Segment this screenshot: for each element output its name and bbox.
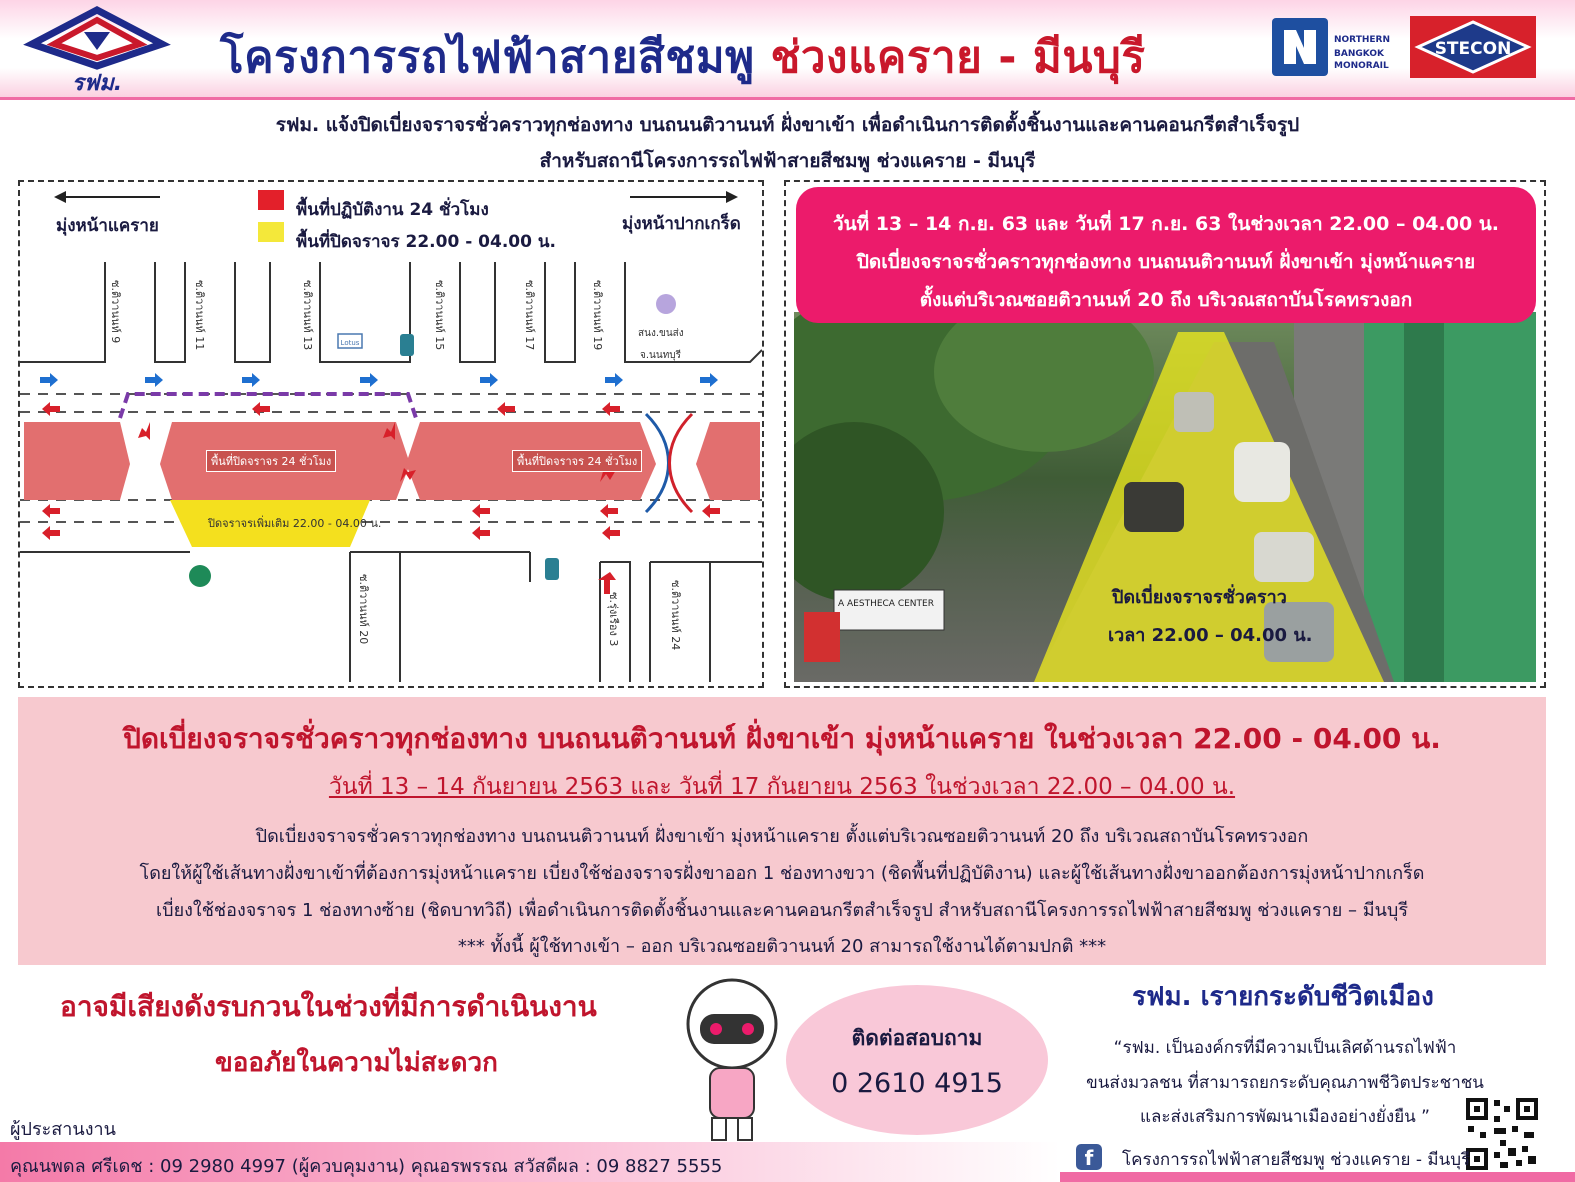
svg-text:Lotus: Lotus (340, 339, 360, 347)
slogan-line: และส่งเสริมการพัฒนาเมืองอย่างยั่งยืน ” (1139, 1107, 1430, 1127)
photo-caption-closure: ปิดเบี่ยงจราจรชั่วคราว (1112, 587, 1287, 608)
direction-label-pak-kret: มุ่งหน้าปากเกร็ด (622, 214, 741, 234)
transport-office-icon (656, 294, 676, 314)
work-zone-4 (696, 422, 760, 500)
qr-code-icon[interactable] (1464, 1096, 1540, 1172)
direction-arrow-right-head (726, 191, 738, 203)
svg-text:A AESTHECA CENTER: A AESTHECA CENTER (838, 599, 934, 609)
contact-label: ติดต่อสอบถาม (851, 1026, 983, 1050)
closure-callout (796, 187, 1536, 323)
closure-zone-label: ปิดจราจรเพิ่มเติม 22.00 - 04.00 น. (208, 517, 382, 530)
work-zone-1 (24, 422, 130, 500)
svg-text:STECON: STECON (1434, 39, 1512, 59)
info-body-line: เบี่ยงใช้ช่องจราจร 1 ช่องทางซ้าย (ชิดบาทวิถี) เพื่อดำเนินการติดตั้งชิ้นงานและคานคอนกรีตสำเร็จรูป สำหรับสถานีโครงการรถไฟฟ้าสายสีชมพู ช่วงแคราย – มีนบุรี (156, 900, 1408, 921)
slogan-title: รฟม. เรายกระดับชีวิตเมือง (1132, 982, 1434, 1012)
bank-icon-2 (545, 558, 559, 580)
mascot-icon (672, 972, 792, 1147)
title-project: โครงการรถไฟฟ้าสายสีชมพู (220, 32, 755, 83)
header-banner (0, 0, 1575, 100)
info-title: ปิดเบี่ยงจราจรชั่วคราวทุกช่องทาง บนถนนติวานนท์ ฝั่งขาเข้า มุ่งหน้าแคราย ในช่วงเวลา 22.00 - 04.00 น. (123, 722, 1441, 755)
facebook-icon[interactable]: f (1076, 1144, 1102, 1170)
soi-label: ซ.ติวานนท์ 9 (109, 280, 122, 344)
info-body-line: ปิดเบี่ยงจราจรชั่วคราวทุกช่องทาง บนถนนติวานนท์ ฝั่งขาเข้า มุ่งหน้าแคราย ตั้งแต่บริเวณซอยติวานนท์ 20 ถึง บริเวณสถาบันโรคทรวงอก (255, 826, 1309, 847)
contact-badge (786, 985, 1048, 1135)
street-photo-panel (784, 180, 1546, 688)
hospital-icon (189, 565, 211, 587)
closure-info-section (18, 697, 1546, 965)
svg-text:BANGKOK: BANGKOK (1334, 49, 1384, 59)
callout-range: ตั้งแต่บริเวณซอยติวานนท์ 20 ถึง บริเวณสถาบันโรคทรวงอก (919, 289, 1413, 311)
soi-label: ซ.ติวานนท์ 13 (301, 280, 314, 351)
callout-date: วันที่ 13 – 14 ก.ย. 63 และ วันที่ 17 ก.ย. 63 ในช่วงเวลา 22.00 – 04.00 น. (832, 213, 1499, 235)
footer-strip (1060, 1172, 1575, 1182)
soi-label: ซ.ติวานนท์ 15 (433, 280, 446, 351)
slogan-line: “รฟม. เป็นองค์กรที่มีความเป็นเลิศด้านรถไฟฟ้า (1113, 1038, 1457, 1058)
svg-text:รฟม.: รฟม. (71, 71, 123, 94)
soi-label: ซ.ติวานนท์ 17 (523, 280, 536, 351)
soi-label: ซ.ติวานนท์ 20 (357, 574, 370, 645)
legend-swatch-closure-zone (258, 222, 284, 242)
work-zone-label: พื้นที่ปิดจราจร 24 ชั่วโมง (206, 450, 336, 472)
northern-bangkok-monorail-logo-icon (1272, 18, 1394, 76)
landmark-label: สนง.ขนส่ง (638, 328, 684, 339)
info-body-line: โดยให้ผู้ใช้เส้นทางฝั่งขาเข้าที่ต้องการมุ่งหน้าแคราย เบี่ยงใช้ช่องจราจรฝั่งขาออก 1 ช่องทางขวา (ชิดพื้นที่ปฏิบัติงาน) และผู้ใช้เส้นทางฝั่งขาออกต้องการมุ่งหน้าปากเกร็ด (139, 863, 1425, 884)
title-route: ช่วงแคราย - มีนบุรี (770, 32, 1146, 83)
coordinator-contacts: คุณนพดล ศรีเดช : 09 2980 4997 (ผู้ควบคุมงาน) คุณอรพรรณ สวัสดีผล : 09 8827 5555 (10, 1156, 723, 1177)
svg-text:MONORAIL: MONORAIL (1334, 61, 1389, 71)
soi-label: ซ.ติวานนท์ 19 (591, 280, 604, 351)
direction-arrow-left-head (54, 191, 66, 203)
legend-label-work-zone: พื้นที่ปฏิบัติงาน 24 ชั่วโมง (296, 200, 489, 220)
callout-closure: ปิดเบี่ยงจราจรชั่วคราวทุกช่องทาง บนถนนติวานนท์ ฝั่งขาเข้า มุ่งหน้าแคราย (856, 251, 1476, 273)
work-zone-label: พื้นที่ปิดจราจร 24 ชั่วโมง (512, 450, 642, 472)
soi-label: ซ.รุ่งเรือง 3 (607, 592, 620, 647)
bank-icon (400, 334, 414, 356)
direction-label-kae-rai: มุ่งหน้าแคราย (56, 216, 159, 236)
page-title (220, 22, 1146, 92)
mrta-logo-icon (22, 6, 172, 94)
info-date: วันที่ 13 – 14 กันยายน 2563 และ วันที่ 17 กันยายน 2563 ในช่วงเวลา 22.00 – 04.00 น. (328, 774, 1236, 800)
traffic-map-diagram (20, 182, 762, 686)
photo-caption-time: เวลา 22.00 – 04.00 น. (1108, 625, 1313, 646)
slogan-line: ขนส่งมวลชน ที่สามารถยกระดับคุณภาพชีวิตประชาชน (1086, 1073, 1484, 1093)
subtitle-line-2: สำหรับสถานีโครงการรถไฟฟ้าสายสีชมพู ช่วงแคราย - มีนบุรี (539, 150, 1036, 172)
info-body-note: *** ทั้งนี้ ผู้ใช้ทางเข้า – ออก บริเวณซอยติวานนท์ 20 สามารถใช้งานได้ตามปกติ *** (457, 936, 1107, 957)
legend-label-closure-zone: พื้นที่ปิดจราจร 22.00 - 04.00 น. (296, 232, 556, 252)
svg-text:NORTHERN: NORTHERN (1334, 35, 1390, 45)
soi-label: ซ.ติวานนท์ 24 (669, 580, 682, 651)
legend-swatch-work-zone (258, 190, 284, 210)
noise-notice: อาจมีเสียงดังรบกวนในช่วงที่มีการดำเนินงาน (60, 990, 597, 1023)
apology-notice: ขออภัยในความไม่สะดวก (215, 1048, 498, 1078)
subtitle-line-1: รฟม. แจ้งปิดเบี่ยงจราจรชั่วคราวทุกช่องทาง บนถนนติวานนท์ ฝั่งขาเข้า เพื่อดำเนินการติดตั้งชิ้นงานและคานคอนกรีตสำเร็จรูป (275, 114, 1300, 136)
traffic-map-panel (18, 180, 764, 688)
coordinator-label: ผู้ประสานงาน (10, 1119, 116, 1140)
facebook-page-link[interactable]: โครงการรถไฟฟ้าสายสีชมพู ช่วงแคราย - มีนบุรี (1122, 1150, 1471, 1170)
contact-phone-link[interactable]: 0 2610 4915 (831, 1068, 1003, 1099)
stecon-logo-icon (1410, 16, 1536, 78)
soi-label: ซ.ติวานนท์ 11 (193, 280, 206, 351)
landmark-label: จ.นนทบุรี (640, 350, 682, 361)
